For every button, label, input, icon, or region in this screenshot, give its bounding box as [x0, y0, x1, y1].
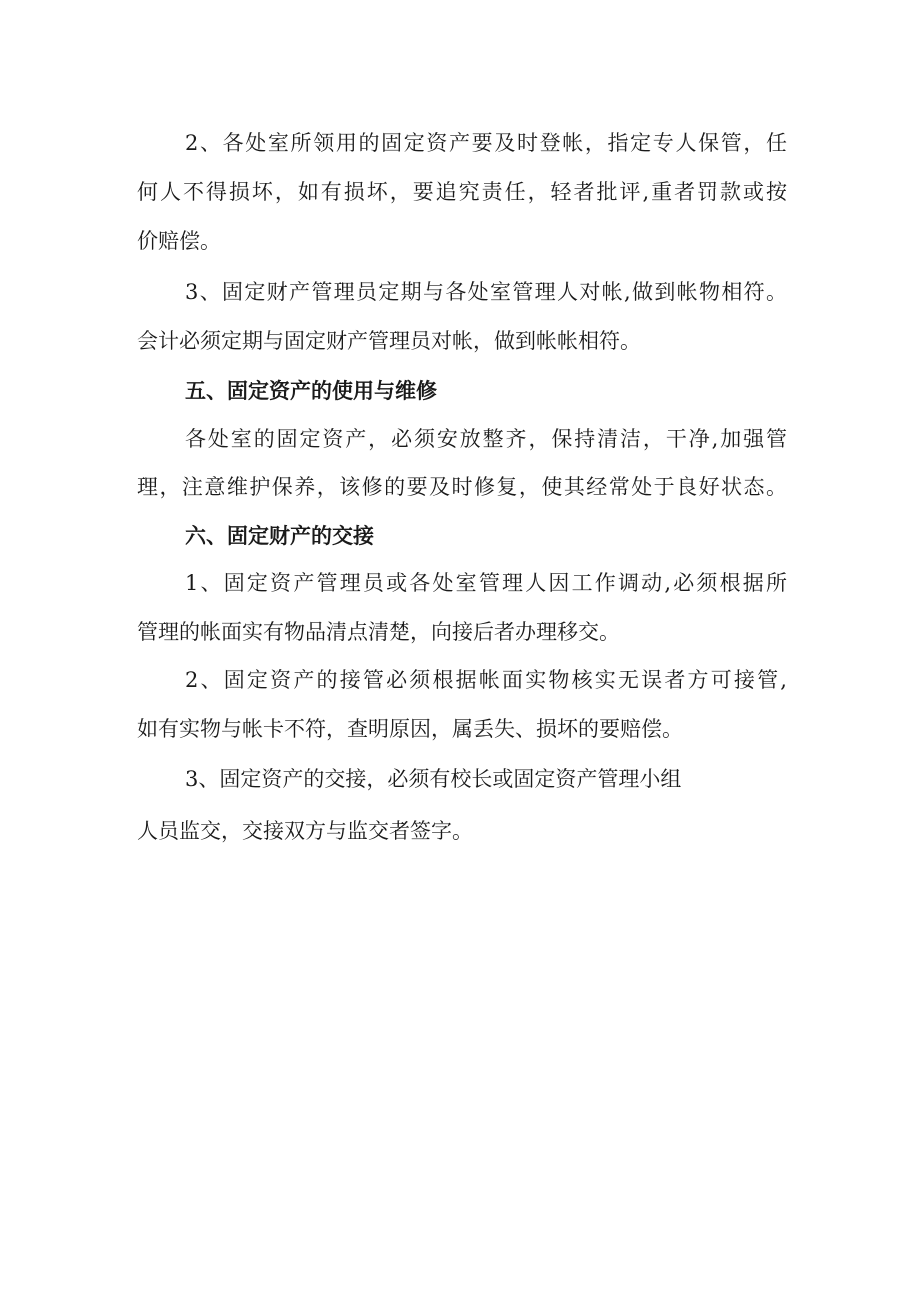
paragraph-line: 管理的帐面实有物品清点清楚，向接后者办理移交。: [137, 620, 620, 644]
paragraph-line: 会计必须定期与固定财产管理员对帐，做到帐帐相符。: [137, 329, 641, 353]
section-heading: 五、固定资产的使用与维修: [185, 379, 437, 403]
paragraph-line: 何人不得损坏，如有损坏，要追究责任，轻者批评,重者罚款或按: [137, 180, 787, 204]
paragraph-line: 价赔偿。: [137, 229, 221, 253]
paragraph-line: 理，注意维护保养，该修的要及时修复，使其经常处于良好状态。: [137, 475, 787, 499]
paragraph-line: 3、固定资产的交接，必须有校长或固定资产管理小组: [185, 767, 682, 791]
paragraph-line: 如有实物与帐卡不符，查明原因，属丢失、损坏的要赔偿。: [137, 717, 683, 741]
paragraph-line: 人员监交，交接双方与监交者签字。: [137, 819, 473, 843]
paragraph-line: 1、固定资产管理员或各处室管理人因工作调动,必须根据所: [185, 571, 787, 595]
paragraph-line: 各处室的固定资产，必须安放整齐，保持清洁，干净,加强管: [185, 427, 787, 451]
paragraph-line: 2、固定资产的接管必须根据帐面实物核实无误者方可接管,: [185, 668, 787, 692]
paragraph-line: 3、固定财产管理员定期与各处室管理人对帐,做到帐物相符。: [185, 280, 787, 304]
paragraph-line: 2、各处室所领用的固定资产要及时登帐，指定专人保管，任: [185, 131, 787, 155]
section-heading: 六、固定财产的交接: [185, 524, 374, 548]
